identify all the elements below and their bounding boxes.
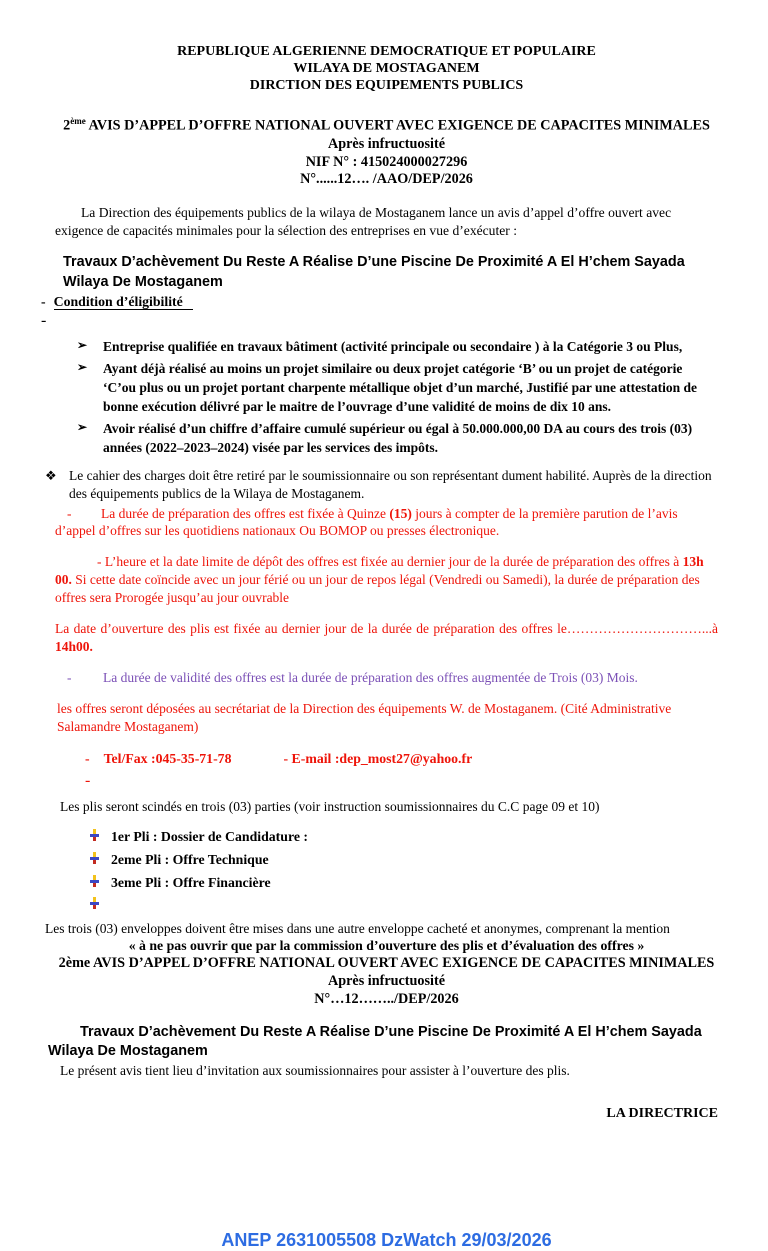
preparation-duration-paragraph <box>55 505 718 540</box>
pli-list <box>90 828 718 915</box>
pli-label: 1er Pli : Dossier de Candidature : <box>111 829 308 845</box>
tender-title-ordinal: ème <box>70 116 86 127</box>
tender-subtitle-2: Après infructuosité <box>327 973 446 990</box>
condition-text: Ayant déjà réalisé au moins un projet similaire ou deux projet catégorie ‘B’ ou un projet de catégorie ‘C’ou plus ou un projet portant charpente métallique objet d’un marché, Justifié par une attestation de bonne exécution délivré par le maitre de l’ouvrage d’une validité de moins de dix 10 ans. <box>103 360 698 415</box>
eligibility-label: Condition d’éligibilité <box>54 294 193 310</box>
colored-plus-bullet-icon <box>90 897 99 909</box>
condition-text: Entreprise qualifiée en travaux bâtiment (activité principale ou secondaire ) à la Catégorie 3 ou Plus, <box>103 338 683 354</box>
tender-title-text: AVIS D’APPEL D’OFFRE NATIONAL OUVERT AVEC EXIGENCE DE CAPACITES MINIMALES <box>85 118 710 135</box>
diamond-bullet-icon: ❖ <box>45 467 57 483</box>
cahier-text: Le cahier des charges doit être retiré par le soumissionnaire ou son représentant dument habilité. Auprès de la direction des équipements publics de la Wilaya de Mostaganem. <box>69 467 712 501</box>
contact-line <box>85 750 718 768</box>
closing-paragraph: Le présent avis tient lieu d’invitation aux soumissionnaires pour assister à l’ouverture des plis. <box>60 1063 570 1079</box>
list-item <box>77 337 718 356</box>
plis-intro-paragraph: Les plis seront scindés en trois (03) parties (voir instruction soumissionnaires du C.C page 09 et 10) <box>60 799 600 815</box>
envelope-mention: « à ne pas ouvrir que par la commission d’ouverture des plis et d’évaluation des offres » <box>128 938 645 954</box>
colored-plus-bullet-icon <box>90 852 99 864</box>
project-title-2: Travaux D’achèvement Du Reste A Réalise D’une Piscine De Proximité A El H’chem Sayada Wilaya De Mostaganem <box>48 1023 702 1059</box>
deposit-location-paragraph: les offres seront déposées au secrétariat de la Direction des équipements W. de Mostaganem. (Cité Administrative Salamandre Mostaganem) <box>57 701 672 735</box>
tender-title-block <box>55 116 718 189</box>
tender-title-number: 2 <box>63 118 71 135</box>
arrow-bullet-icon: ➢ <box>77 420 88 435</box>
header-line-republic: REPUBLIQUE ALGERIENNE DEMOCRATIQUE ET POPULAIRE <box>177 44 596 59</box>
intro-paragraph: La Direction des équipements publics de la wilaya de Mostaganem lance un avis d’appel d’offre ouvert avec exigence de capacités minimales pour la sélection des entreprises en vue d’exécuter : <box>55 205 672 238</box>
list-item-empty <box>90 896 718 915</box>
dash-mark: - <box>67 505 72 521</box>
deadline-text-pre: - L’heure et la date limite de dépôt des offres est fixée au dernier jour de la durée de préparation des offres à <box>97 554 683 570</box>
colored-plus-bullet-icon <box>90 875 99 887</box>
condition-text: Avoir réalisé d’un chiffre d’affaire cumulé supérieur ou égal à 50.000.000,00 DA au cours des trois (03) années (2022–2023–2024) visée par les services des impôts. <box>103 421 693 456</box>
tender-title <box>55 116 718 135</box>
project-title: Travaux D’achèvement Du Reste A Réalise D’une Piscine De Proximité A El H’chem Sayada Wilaya De Mostaganem <box>63 254 685 290</box>
list-item <box>90 828 718 847</box>
opening-paragraph <box>55 620 718 656</box>
tender-title-number: 2 <box>58 955 66 972</box>
arrow-bullet-icon: ➢ <box>77 337 88 352</box>
arrow-bullet-icon: ➢ <box>77 359 88 374</box>
tender-subtitle: Après infructuosité <box>327 135 446 152</box>
dash-mark: - <box>41 293 46 309</box>
opening-text-pre: La date d’ouverture des plis est fixée au dernier jour de la durée de préparation des offres le…………………………...à <box>55 621 718 637</box>
list-item <box>77 419 718 457</box>
anep-footer: ANEP 2631005508 DzWatch 29/03/2026 <box>221 1230 552 1251</box>
pli-label: 3eme Pli : Offre Financière <box>111 874 271 890</box>
eligibility-heading <box>41 293 718 311</box>
conditions-list <box>77 337 718 458</box>
preparation-text-post: jours à compter de la première parution de l’avis d’appel d’offres sur les quotidiens nationaux Ou BOMOP ou presses électronique. <box>55 505 678 539</box>
dash-mark: - <box>67 670 72 686</box>
tender-title-ordinal: ème <box>65 955 91 972</box>
pli-label: 2eme Pli : Offre Technique <box>111 851 269 867</box>
nif-number: NIF N° : 415024000027296 <box>305 153 468 170</box>
list-item <box>77 359 718 416</box>
lone-dash: - <box>41 311 47 329</box>
tender-title-block-2 <box>55 955 718 1008</box>
red-lone-dash: - <box>85 771 91 789</box>
telfax-value: Tel/Fax :045-35-71-78 <box>103 750 232 766</box>
validity-paragraph <box>55 669 718 687</box>
header-line-direction: DIRCTION DES EQUIPEMENTS PUBLICS <box>249 77 524 93</box>
preparation-days-value: (15) <box>389 505 412 521</box>
list-item <box>90 851 718 870</box>
cahier-clause <box>45 467 718 503</box>
dash-mark: - <box>85 750 90 766</box>
preparation-text-pre: La durée de préparation des offres est fixée à Quinze <box>101 505 390 521</box>
republic-header <box>55 44 718 94</box>
deadline-time-value: 13h 00. <box>55 554 704 587</box>
reference-number: N°......12…. /AAO/DEP/2026 <box>300 171 473 188</box>
reference-number-2: N°…12……../DEP/2026 <box>314 990 459 1007</box>
tender-title-2 <box>55 955 718 973</box>
list-item <box>90 874 718 893</box>
header-line-wilaya: WILAYA DE MOSTAGANEM <box>293 60 480 76</box>
validity-text: La durée de validité des offres est la durée de préparation des offres augmentée de Trois (03) Mois. <box>103 670 638 686</box>
email-value: - E-mail :dep_most27@yahoo.fr <box>283 750 473 766</box>
signature-title: LA DIRECTRICE <box>606 1106 718 1122</box>
envelope-note: Les trois (03) enveloppes doivent être mises dans une autre enveloppe cacheté et anonymes, comprenant la mention <box>45 920 670 936</box>
colored-plus-bullet-icon <box>90 829 99 841</box>
deadline-paragraph <box>55 553 718 606</box>
deadline-text-post: Si cette date coïncide avec un jour férié ou un jour de repos légal (Vendredi ou Samedi), la durée de préparation des offres sera Prorogée jusqu’au jour ouvrable <box>55 571 700 605</box>
tender-title-text: AVIS D’APPEL D’OFFRE NATIONAL OUVERT AVEC EXIGENCE DE CAPACITES MINIMALES <box>90 955 715 972</box>
opening-time-value: 14h00. <box>55 638 93 654</box>
